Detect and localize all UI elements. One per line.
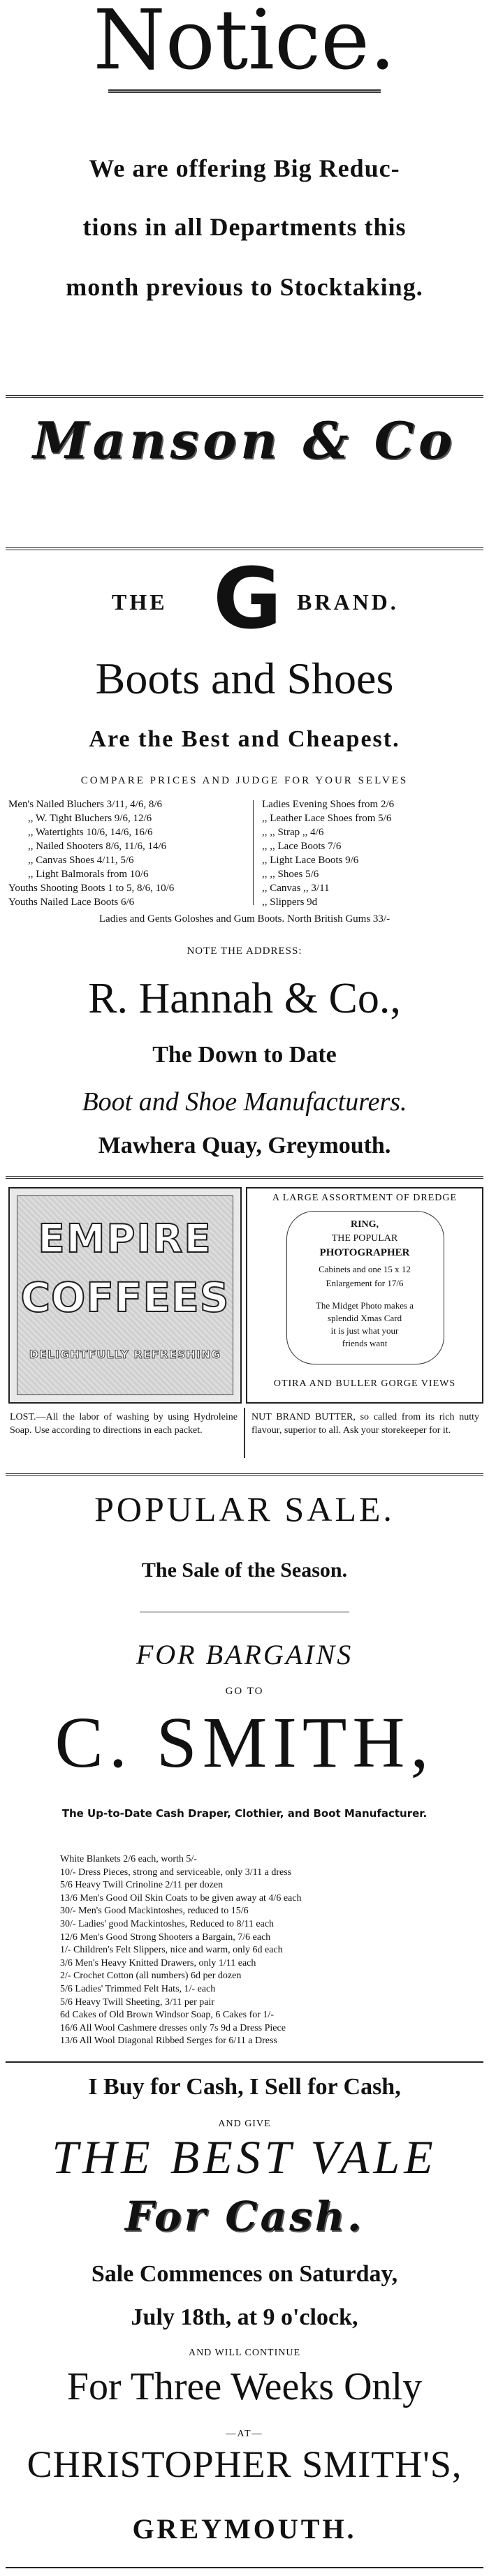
- list-item: 5/6 Heavy Twill Sheeting, 3/11 per pair: [60, 1996, 215, 2008]
- notice-line-3: month previous to Stocktaking.: [66, 273, 423, 301]
- list-item: 30/- Men's Good Mackintoshes, reduced to 15/6: [60, 1906, 249, 1917]
- gbrand-letter: G: [213, 551, 282, 648]
- list-item: ,, W. Tight Bluchers 9/6, 12/6: [28, 813, 152, 824]
- divider: [6, 1473, 483, 1476]
- list-item: 16/6 All Wool Cashmere dresses only 7s 9d a Dress Piece: [60, 2022, 286, 2033]
- empire-sub: DELIGHTFULLY REFRESHING: [29, 1348, 221, 1361]
- lost-ad: LOST.—All the labor of washing by using Hydroleine Soap. Use according to directions in each packet.: [10, 1412, 238, 1436]
- gbrand-compare: COMPARE PRICES AND JUDGE FOR YOUR SELVES: [80, 775, 409, 786]
- list-item: 5/6 Heavy Twill Crinoline 2/11 per dozen: [60, 1880, 224, 1891]
- list-item: 1/- Children's Felt Slippers, nice and warm, only 6d each: [60, 1945, 283, 1956]
- dredge-line-1: Cabinets and one 15 x 12: [319, 1264, 411, 1274]
- sale-best-vale: THE BEST VALE: [52, 2130, 437, 2184]
- list-item: ,, Leather Lace Shoes from 5/6: [262, 813, 392, 824]
- gbrand-headline: Boots and Shoes: [95, 654, 394, 703]
- dredge-footer: OTIRA AND BULLER GORGE VIEWS: [273, 1378, 456, 1389]
- dredge-the-popular: THE POPULAR: [331, 1233, 398, 1244]
- sale-item-list: [60, 1853, 479, 2048]
- list-item: ,, Light Lace Boots 9/6: [262, 855, 359, 866]
- sale-buy: I Buy for Cash, I Sell for Cash,: [88, 2074, 401, 2100]
- manson-name: Manson & Co: [32, 411, 457, 470]
- notice-line-2: tions in all Departments this: [82, 213, 407, 241]
- sale-and-give: AND GIVE: [218, 2119, 271, 2129]
- list-item: 6d Cakes of Old Brown Windsor Soap, 6 Cakes for 1/-: [60, 2010, 274, 2021]
- dredge-photographer: PHOTOGRAPHER: [319, 1247, 410, 1258]
- gbrand-trade: Boot and Shoe Manufacturers.: [82, 1087, 407, 1117]
- empire-coffees-ad: [8, 1187, 242, 1404]
- gbrand-brand: BRAND.: [297, 589, 399, 614]
- sale-items: [60, 1853, 479, 2048]
- sale-title: POPULAR SALE.: [94, 1489, 395, 1529]
- sale-for-bargains: FOR BARGAINS: [136, 1639, 353, 1670]
- list-item: ,, ,, Shoes 5/6: [262, 869, 319, 880]
- sale-date: July 18th, at 9 o'clock,: [131, 2304, 358, 2330]
- gbrand-footer-line: Ladies and Gents Goloshes and Gum Boots. North British Gums 33/-: [98, 913, 391, 925]
- lost-nut-divider: [244, 1408, 245, 1458]
- sale-sub: The Sale of the Season.: [141, 1559, 348, 1582]
- divider: [6, 2567, 483, 2568]
- list-item: 13/6 All Wool Diagonal Ribbed Serges for 6/11 a Dress: [60, 2036, 277, 2047]
- divider: [6, 395, 483, 398]
- gbrand-price-list-right: [262, 797, 484, 909]
- notice-title-underline: [0, 89, 489, 94]
- sale-three-weeks: For Three Weeks Only: [66, 2365, 423, 2408]
- dredge-header: A LARGE ASSORTMENT OF DREDGE: [272, 1193, 458, 1203]
- list-item: ,, Canvas Shoes 4/11, 5/6: [28, 855, 134, 866]
- dredge-ring: RING,: [350, 1219, 379, 1230]
- gbrand-address: Mawhera Quay, Greymouth.: [98, 1133, 391, 1158]
- divider: [6, 2061, 483, 2063]
- list-item: Men's Nailed Bluchers 3/11, 4/6, 8/6: [8, 799, 163, 810]
- price-list-left: [8, 797, 246, 909]
- list-item: ,, ,, Strap ,, 4/6: [262, 827, 324, 838]
- sale-desc: The Up-to-Date Cash Draper, Clothier, and Boot Manufacturer.: [61, 1807, 428, 1820]
- gbrand-column-divider: [253, 800, 254, 905]
- list-item: ,, ,, Lace Boots 7/6: [262, 841, 342, 852]
- gbrand-the: THE: [112, 589, 168, 614]
- list-item: ,, Slippers 9d: [262, 897, 318, 908]
- dredge-line-6: friends want: [342, 1338, 388, 1348]
- list-item: 10/- Dress Pieces, strong and serviceable, only 3/11 a dress: [60, 1867, 292, 1878]
- gbrand-price-list-left: [8, 797, 246, 909]
- list-item: Youths Nailed Lace Boots 6/6: [8, 897, 135, 908]
- list-item: 30/- Ladies' good Mackintoshes, Reduced to 8/11 each: [60, 1918, 275, 1929]
- gbrand-header: [0, 551, 489, 648]
- notice-title: Notice.: [93, 0, 396, 88]
- price-list-right: [262, 797, 484, 909]
- list-item: 5/6 Ladies' Trimmed Felt Hats, 1/- each: [60, 1983, 216, 1994]
- list-item: 13/6 Men's Good Oil Skin Coats to be given away at 4/6 each: [60, 1892, 302, 1904]
- list-item: 2/- Crochet Cotton (all numbers) 6d per dozen: [60, 1971, 242, 1982]
- list-item: ,, Nailed Shooters 8/6, 11/6, 14/6: [28, 841, 167, 852]
- dredge-line-5: it is just what your: [330, 1325, 399, 1336]
- sale-town: GREYMOUTH.: [132, 2513, 357, 2545]
- sale-store: CHRISTOPHER SMITH'S,: [27, 2443, 462, 2485]
- divider: [6, 547, 483, 550]
- dredge-line-2: Enlargement for 17/6: [326, 1278, 404, 1288]
- notice-line-1: We are offering Big Reduc-: [89, 154, 400, 182]
- dredge-line-4: splendid Xmas Card: [327, 1313, 402, 1323]
- empire-word-2: COFFEES: [20, 1274, 230, 1321]
- list-item: 3/6 Men's Heavy Knitted Drawers, only 1/11 each: [60, 1957, 256, 1968]
- sale-for-cash: For Cash.: [124, 2193, 365, 2240]
- list-item: Youths Shooting Boots 1 to 5, 8/6, 10/6: [8, 883, 175, 894]
- dredge-line-3: The Midget Photo makes a: [315, 1300, 414, 1311]
- nut-ad: NUT BRAND BUTTER, so called from its rich nutty flavour, superior to all. Ask your storekeeper for it.: [251, 1412, 479, 1436]
- empire-word-1: EMPIRE: [38, 1216, 212, 1262]
- sale-and-will: AND WILL CONTINUE: [188, 2348, 301, 2358]
- gbrand-sub: Are the Best and Cheapest.: [89, 726, 400, 752]
- list-item: ,, Watertights 10/6, 14/6, 16/6: [28, 827, 153, 838]
- list-item: White Blankets 2/6 each, worth 5/-: [60, 1854, 197, 1864]
- sale-commences: Sale Commences on Saturday,: [91, 2261, 398, 2287]
- list-item: 12/6 Men's Good Strong Shooters a Bargain, 7/6 each: [60, 1931, 271, 1943]
- gbrand-note: NOTE THE ADDRESS:: [187, 945, 302, 957]
- list-item: Ladies Evening Shoes from 2/6: [262, 799, 395, 810]
- gbrand-firm: R. Hannah & Co.,: [88, 975, 401, 1022]
- sale-at: —AT—: [226, 2429, 263, 2439]
- sale-name: C. SMITH,: [54, 1702, 435, 1783]
- list-item: ,, Light Balmorals from 10/6: [28, 869, 149, 880]
- dredge-ad: [246, 1187, 483, 1404]
- list-item: ,, Canvas ,, 3/11: [262, 883, 330, 894]
- gbrand-tagline: The Down to Date: [152, 1042, 337, 1068]
- sale-go-to: GO TO: [225, 1686, 264, 1697]
- divider: [6, 1176, 483, 1179]
